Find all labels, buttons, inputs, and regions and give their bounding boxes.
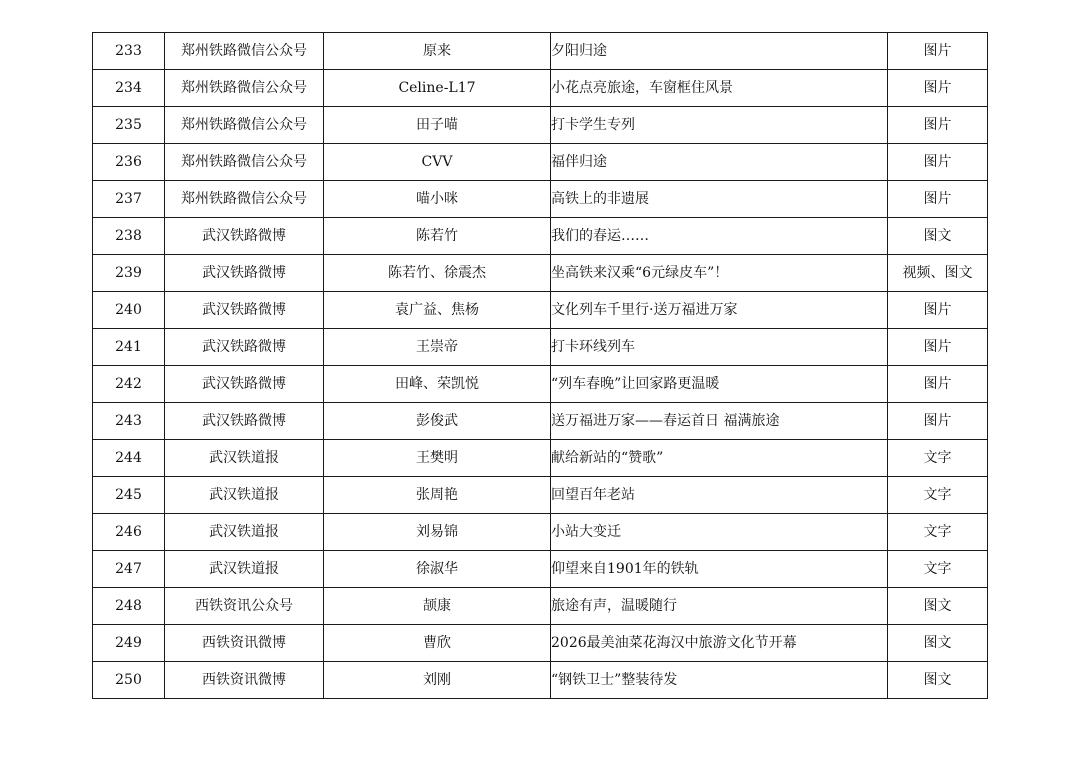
title-cell: 旅途有声，温暖随行 [551,588,888,625]
row-number-cell: 238 [93,218,165,255]
title-cell: 小花点亮旅途，车窗框住风景 [551,70,888,107]
source-cell: 西铁资讯微博 [165,662,324,699]
type-cell: 图片 [888,107,988,144]
author-cell: 刘易锦 [324,514,551,551]
type-cell: 图文 [888,662,988,699]
source-cell: 武汉铁路微博 [165,218,324,255]
type-cell: 视频、图文 [888,255,988,292]
table-row [93,70,988,107]
type-cell: 文字 [888,440,988,477]
source-cell: 武汉铁路微博 [165,366,324,403]
source-cell: 武汉铁道报 [165,440,324,477]
row-number-cell: 243 [93,403,165,440]
title-cell: 2026最美油菜花海汉中旅游文化节开幕 [551,625,888,662]
source-cell: 武汉铁路微博 [165,329,324,366]
type-cell: 图文 [888,218,988,255]
source-cell: 西铁资讯公众号 [165,588,324,625]
table-row [93,625,988,662]
type-cell: 图片 [888,366,988,403]
type-cell: 图片 [888,70,988,107]
row-number-cell: 235 [93,107,165,144]
row-number-cell: 245 [93,477,165,514]
table-row [93,181,988,218]
type-cell: 文字 [888,514,988,551]
title-cell: 夕阳归途 [551,33,888,70]
author-cell: 王崇帝 [324,329,551,366]
table-row [93,514,988,551]
row-number-cell: 239 [93,255,165,292]
row-number-cell: 236 [93,144,165,181]
source-cell: 郑州铁路微信公众号 [165,33,324,70]
row-number-cell: 240 [93,292,165,329]
title-cell: 文化列车千里行·送万福进万家 [551,292,888,329]
table-row [93,292,988,329]
title-cell: “列车春晚”让回家路更温暖 [551,366,888,403]
type-cell: 图片 [888,181,988,218]
author-cell: 陈若竹、徐震杰 [324,255,551,292]
title-cell: 我们的春运…… [551,218,888,255]
works-table-body [93,33,988,699]
author-cell: 原来 [324,33,551,70]
title-cell: 献给新站的“赞歌” [551,440,888,477]
title-cell: 小站大变迁 [551,514,888,551]
source-cell: 武汉铁路微博 [165,255,324,292]
author-cell: 陈若竹 [324,218,551,255]
title-cell: 坐高铁来汉乘“6元绿皮车”！ [551,255,888,292]
type-cell: 图片 [888,329,988,366]
table-row [93,477,988,514]
table-row [93,107,988,144]
row-number-cell: 237 [93,181,165,218]
title-cell: 高铁上的非遗展 [551,181,888,218]
source-cell: 郑州铁路微信公众号 [165,144,324,181]
author-cell: 田峰、荣凯悦 [324,366,551,403]
title-cell: 打卡环线列车 [551,329,888,366]
title-cell: 送万福进万家——春运首日 福满旅途 [551,403,888,440]
row-number-cell: 241 [93,329,165,366]
source-cell: 郑州铁路微信公众号 [165,181,324,218]
author-cell: 袁广益、焦杨 [324,292,551,329]
table-row [93,662,988,699]
source-cell: 武汉铁道报 [165,551,324,588]
source-cell: 武汉铁路微博 [165,403,324,440]
author-cell: 颉康 [324,588,551,625]
type-cell: 文字 [888,477,988,514]
table-row [93,144,988,181]
type-cell: 文字 [888,551,988,588]
source-cell: 武汉铁道报 [165,514,324,551]
type-cell: 图文 [888,625,988,662]
table-row [93,366,988,403]
author-cell: 徐淑华 [324,551,551,588]
table-row [93,329,988,366]
title-cell: 福伴归途 [551,144,888,181]
works-table [92,32,988,699]
author-cell: 曹欣 [324,625,551,662]
row-number-cell: 233 [93,33,165,70]
title-cell: “钢铁卫士”整装待发 [551,662,888,699]
source-cell: 郑州铁路微信公众号 [165,107,324,144]
table-row [93,403,988,440]
author-cell: 刘刚 [324,662,551,699]
table-row [93,440,988,477]
type-cell: 图文 [888,588,988,625]
source-cell: 武汉铁道报 [165,477,324,514]
table-row [93,588,988,625]
row-number-cell: 244 [93,440,165,477]
row-number-cell: 234 [93,70,165,107]
table-row [93,33,988,70]
table-row [93,218,988,255]
row-number-cell: 249 [93,625,165,662]
title-cell: 回望百年老站 [551,477,888,514]
author-cell: 田子喵 [324,107,551,144]
table-row [93,551,988,588]
author-cell: 王樊明 [324,440,551,477]
type-cell: 图片 [888,33,988,70]
table-row [93,255,988,292]
source-cell: 西铁资讯微博 [165,625,324,662]
author-cell: Celine-L17 [324,70,551,107]
source-cell: 郑州铁路微信公众号 [165,70,324,107]
type-cell: 图片 [888,403,988,440]
author-cell: 彭俊武 [324,403,551,440]
row-number-cell: 247 [93,551,165,588]
type-cell: 图片 [888,292,988,329]
row-number-cell: 246 [93,514,165,551]
author-cell: 喵小咪 [324,181,551,218]
row-number-cell: 242 [93,366,165,403]
title-cell: 仰望来自1901年的铁轨 [551,551,888,588]
author-cell: CVV [324,144,551,181]
title-cell: 打卡学生专列 [551,107,888,144]
source-cell: 武汉铁路微博 [165,292,324,329]
type-cell: 图片 [888,144,988,181]
author-cell: 张周艳 [324,477,551,514]
row-number-cell: 248 [93,588,165,625]
row-number-cell: 250 [93,662,165,699]
